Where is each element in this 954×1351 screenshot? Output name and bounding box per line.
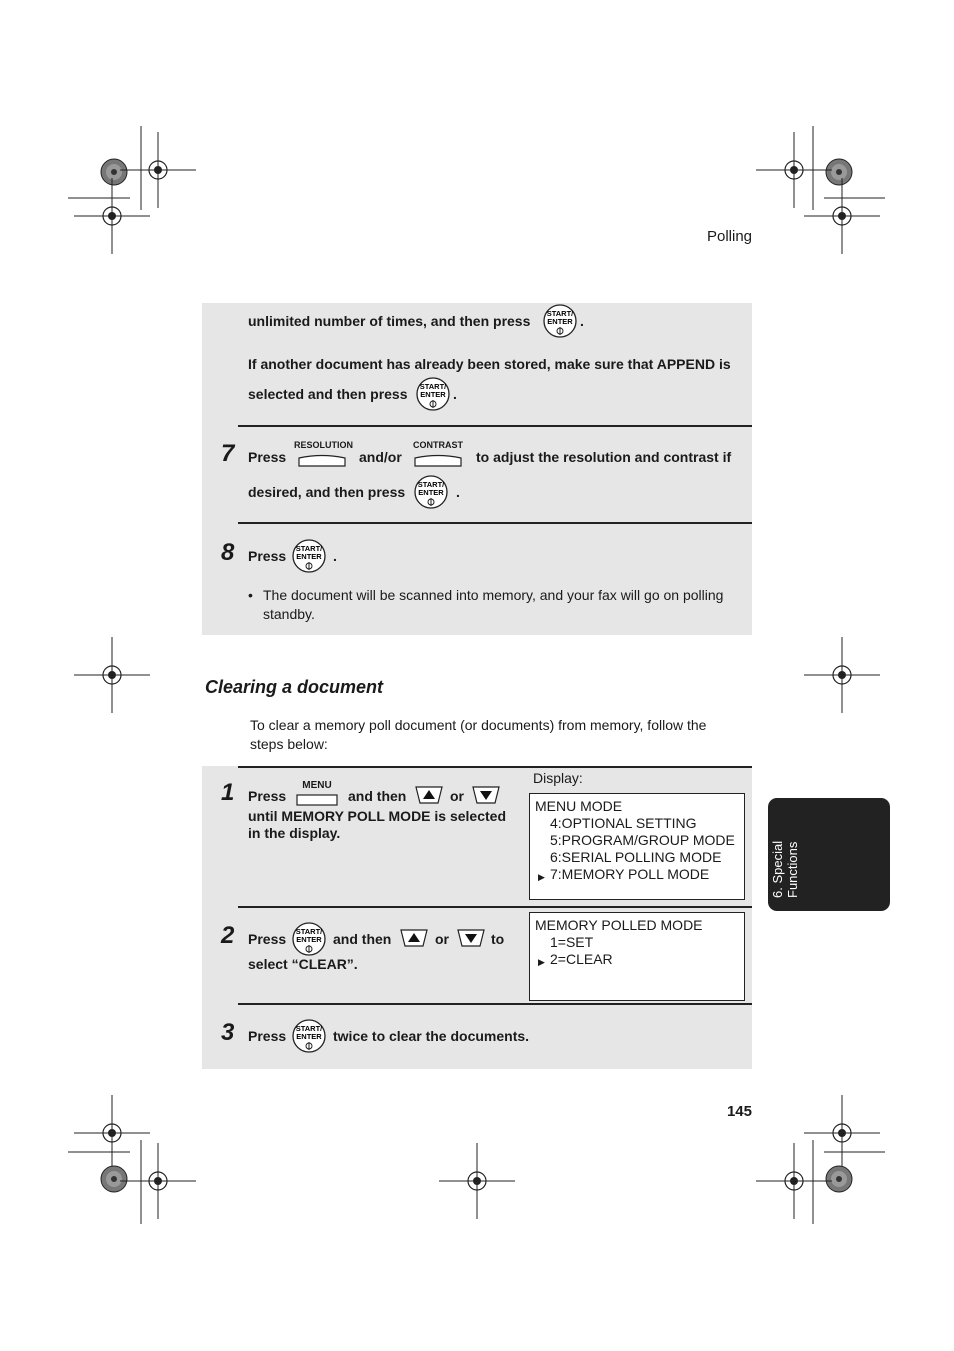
step2-and-then: and then (333, 931, 392, 947)
step7-line1-rest: to adjust the resolution and contrast if (476, 449, 732, 465)
append-period: . (453, 386, 457, 402)
step8-period: . (333, 548, 337, 564)
step-divider (238, 1003, 752, 1005)
step-divider (238, 425, 752, 427)
section-title: Clearing a document (205, 677, 384, 697)
selection-pointer-icon: ▶ (538, 957, 545, 967)
display-line: 6:SERIAL POLLING MODE (550, 849, 722, 865)
resolution-key-icon: RESOLUTION (294, 440, 350, 470)
step-divider (238, 906, 752, 908)
down-arrow-key-icon (470, 785, 502, 805)
step1-and-then: and then (348, 788, 407, 804)
step7-press: Press (248, 449, 287, 465)
start-enter-key-icon (292, 539, 326, 573)
step7-period: . (456, 484, 460, 500)
step8-press: Press (248, 548, 287, 564)
svg-text:START/: START/ (546, 309, 574, 318)
side-tab-line2: Functions (785, 841, 800, 898)
continued-period: . (580, 313, 584, 329)
lcd-display-menu-mode (529, 793, 745, 900)
step-divider (238, 522, 752, 524)
svg-text:ENTER: ENTER (296, 552, 322, 561)
svg-text:ENTER: ENTER (420, 390, 446, 399)
step-number-1: 1 (221, 779, 235, 806)
section-intro: To clear a memory poll document (or documents) from memory, follow the steps below: (250, 717, 707, 752)
step3-rest: twice to clear the documents. (333, 1028, 530, 1044)
step-number-7: 7 (221, 440, 235, 467)
svg-text:ENTER: ENTER (296, 1032, 322, 1041)
continued-text: unlimited number of times, and then press (248, 313, 531, 329)
down-arrow-key-icon (455, 928, 487, 948)
display-line-selected: 7:MEMORY POLL MODE (550, 866, 710, 882)
display-line: 5:PROGRAM/GROUP MODE (550, 832, 735, 848)
display-label: Display: (533, 770, 583, 786)
running-header: Polling (706, 228, 752, 245)
chapter-side-tab[interactable] (768, 798, 890, 911)
svg-text:START/: START/ (419, 382, 447, 391)
display-line: 1=SET (550, 934, 594, 950)
step2-or: or (435, 931, 449, 947)
step2-press: Press (248, 931, 287, 947)
display-line-selected: 2=CLEAR (550, 951, 613, 967)
append-note-line2: selected and then press (248, 386, 408, 402)
step2-line2: select “CLEAR”. (248, 956, 358, 972)
lcd-display-memory-polled (529, 912, 745, 1001)
page-number: 145 (726, 1103, 752, 1120)
step7-andor: and/or (359, 449, 402, 465)
append-note-line1: If another document has already been stored, make sure that APPEND is (248, 356, 731, 372)
start-enter-key-icon (543, 304, 577, 338)
selection-pointer-icon: ▶ (538, 872, 545, 882)
step7-line2: desired, and then press (248, 484, 406, 500)
svg-text:ENTER: ENTER (547, 317, 573, 326)
side-tab-line1: 6. Special (770, 840, 785, 898)
menu-key-icon: MENU (294, 780, 340, 808)
display-line: 4:OPTIONAL SETTING (550, 815, 697, 831)
step-number-8: 8 (221, 539, 235, 566)
svg-text:START/: START/ (295, 544, 323, 553)
step3-press: Press (248, 1028, 287, 1044)
display-line: MEMORY POLLED MODE (535, 917, 703, 933)
svg-text:START/: START/ (295, 927, 323, 936)
step1-or: or (450, 788, 464, 804)
bullet-marker: • (248, 587, 253, 603)
start-enter-key-icon (416, 377, 450, 411)
start-enter-key-icon (414, 475, 448, 509)
step2-to: to (491, 931, 505, 947)
up-arrow-key-icon (398, 928, 430, 948)
display-line: MENU MODE (535, 798, 623, 814)
start-enter-key-icon (292, 922, 326, 956)
contrast-key-icon: CONTRAST (410, 440, 466, 470)
step1-line2: until MEMORY POLL MODE is selected (248, 808, 507, 824)
step-divider (238, 766, 752, 768)
svg-text:ENTER: ENTER (418, 488, 444, 497)
step-number-2: 2 (221, 922, 235, 949)
svg-text:START/: START/ (295, 1024, 323, 1033)
svg-text:ENTER: ENTER (296, 935, 322, 944)
step-number-3: 3 (221, 1019, 235, 1046)
start-enter-key-icon (292, 1019, 326, 1053)
svg-text:START/: START/ (417, 480, 445, 489)
step1-press: Press (248, 788, 287, 804)
up-arrow-key-icon (413, 785, 445, 805)
step1-line3: in the display. (248, 825, 341, 841)
step8-note: The document will be scanned into memory, and your fax will go on polling standby. (263, 587, 724, 622)
